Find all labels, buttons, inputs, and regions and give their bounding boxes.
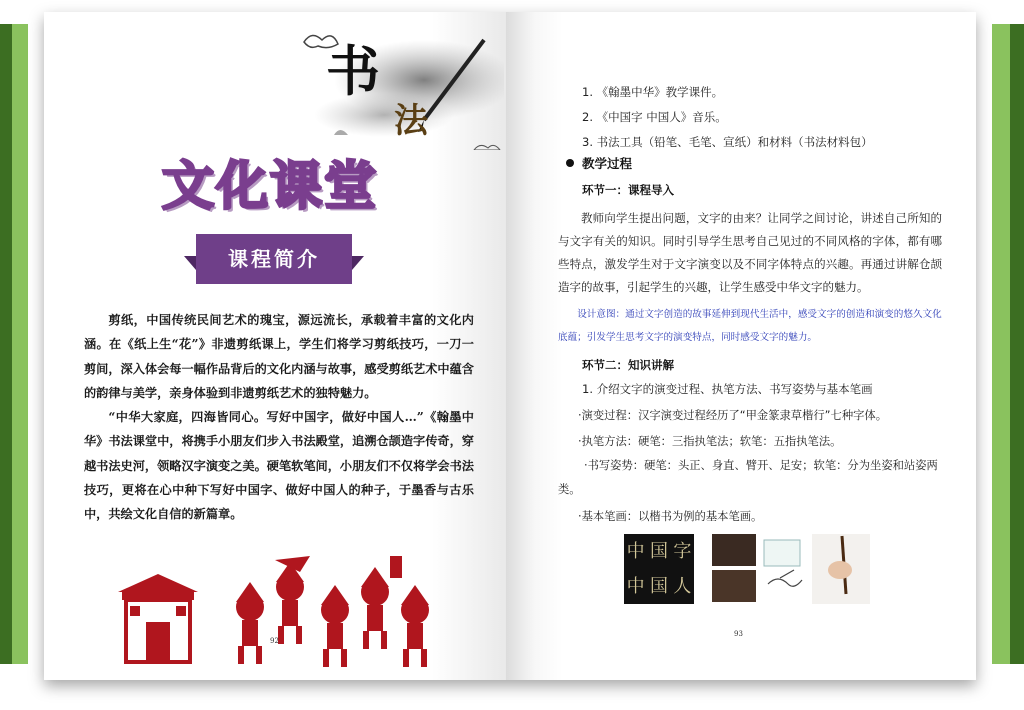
- left-page: [44, 12, 506, 680]
- sub-item-strokes: ·基本笔画：以楷书为例的基本笔画。: [578, 510, 763, 523]
- left-green-edge: [0, 24, 28, 664]
- section-title: [566, 154, 632, 172]
- pen-grip-photo-2: [712, 570, 756, 602]
- seal-char: 中: [626, 576, 645, 597]
- seal-char: 中: [626, 541, 645, 562]
- step2-item: 1. 介绍文字的演变过程、执笔方法、书写姿势与基本笔画: [582, 382, 873, 396]
- calligraphy-char-2: 法: [394, 101, 428, 141]
- pen-grip-photo-1: [712, 534, 756, 566]
- material-item: 3. 书法工具（铅笔、毛笔、宣纸）和材料（书法材料包）: [582, 135, 873, 149]
- seal-char: 字: [673, 541, 692, 562]
- sub-item-pen-grip: ·执笔方法：硬笔：三指执笔法；软笔：五指执笔法。: [578, 435, 842, 448]
- step1-title: 环节一：课程导入: [582, 183, 674, 197]
- material-item: 2. 《中国字 中国人》音乐。: [582, 110, 727, 124]
- brush-hold-photo: [812, 534, 870, 604]
- ribbon-tail-left: [184, 256, 196, 270]
- section-title-text: 教学过程: [582, 156, 633, 171]
- right-green-edge: [992, 24, 1024, 664]
- papercut-illustration: [110, 552, 450, 672]
- right-page-number: 93: [734, 630, 743, 638]
- calligraphy-ink-wash-illustration: [274, 20, 504, 150]
- left-page-number: 92: [270, 637, 279, 645]
- step2-title: 环节二：知识讲解: [582, 358, 674, 372]
- open-book: [44, 12, 976, 680]
- sub-item-posture: ·书写姿势：硬笔：头正、身直、臂开、足安；软笔：分为坐姿和站姿两类。: [558, 459, 938, 496]
- seal-char: 人: [673, 576, 692, 597]
- calligraphy-char-1: 书: [326, 39, 380, 103]
- intro-paragraph-calligraphy: “中华大家庭，四海皆同心。写好中国字，做好中国人…”《翰墨中华》书法课堂中，将携手小朋友们步入书法殿堂，追溯仓颉造字传奇，穿越书法史河，领略汉字演变之美。硬笔软笔间，小朋友们不仅将学会书法技巧，更将在心中种下写好中国字、做好中国人的种子，于墨香与古乐中，共绘文化自信的新篇章。: [84, 410, 474, 522]
- writing-posture-sketch: [760, 534, 806, 604]
- step1-paragraph: 教师向学生提出问题，文字的由来？让同学之间讨论，讲述自己所知的与文字有关的知识。同时引导学生思考自己见过的不同风格的字体，都有哪些特点，激发学生对于文字演变以及不同字体特点的兴趣。再通过讲解仓颉造字的故事，引起学生的兴趣，让学生感受中华文字的魅力。: [558, 211, 942, 294]
- seal-script-image: [624, 534, 694, 604]
- bullet-icon: [566, 159, 574, 167]
- intro-paragraph-papercut: 剪纸，中国传统民间艺术的瑰宝，源远流长，承载着丰富的文化内涵。在《纸上生“花”》非遗剪纸课上，学生们将学习剪纸技巧，一刀一剪间，深入体会每一幅作品背后的文化内涵与故事，感受剪纸艺术中蕴含的韵律与美学，亲身体验到非遗剪纸艺术的独特魅力。: [84, 313, 474, 400]
- seal-char: 国: [649, 541, 668, 562]
- ribbon-tail-right: [352, 256, 364, 270]
- seal-char: 国: [649, 576, 668, 597]
- main-title: 文化课堂: [162, 157, 379, 217]
- course-intro-ribbon: 课程简介: [196, 234, 352, 284]
- design-intent: 设计意图：通过文字创造的故事延伸到现代生活中，感受文字的创造和演变的悠久文化底蕴；引发学生思考文字的演变特点，同时感受文字的魅力。: [558, 309, 942, 343]
- material-item: 1. 《翰墨中华》教学课件。: [582, 85, 724, 99]
- sub-item-evolution: ·演变过程：汉字演变过程经历了“甲金篆隶草楷行”七种字体。: [578, 409, 888, 422]
- right-page: [506, 12, 976, 680]
